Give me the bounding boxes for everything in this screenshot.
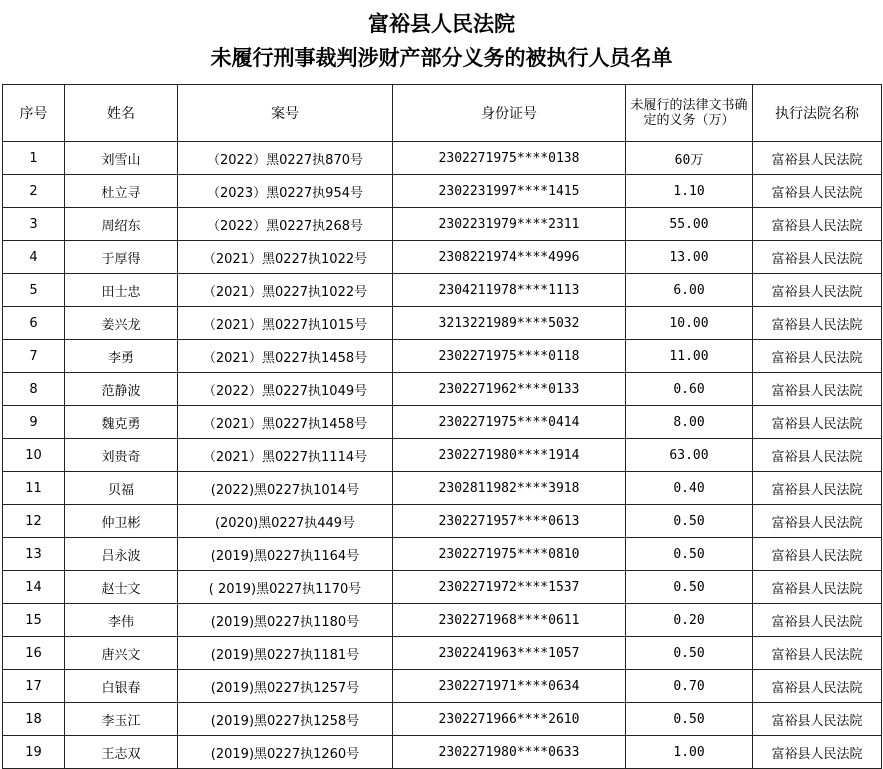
cell-court[interactable]: 富裕县人民法院 bbox=[753, 340, 882, 373]
cell-amount[interactable]: 0.40 bbox=[626, 472, 753, 505]
cell-court[interactable]: 富裕县人民法院 bbox=[753, 736, 882, 769]
cell-court[interactable]: 富裕县人民法院 bbox=[753, 604, 882, 637]
cell-id-number[interactable]: 2302271975****0138 bbox=[393, 142, 626, 175]
cell-name[interactable]: 杜立寻 bbox=[65, 175, 178, 208]
cell-case-number[interactable]: （2021）黑0227执1022号 bbox=[178, 241, 393, 274]
table-row bbox=[3, 175, 882, 208]
cell-court[interactable]: 富裕县人民法院 bbox=[753, 538, 882, 571]
col-header-case[interactable]: 案号 bbox=[178, 85, 393, 142]
table-row bbox=[3, 670, 882, 703]
cell-name[interactable]: 仲卫彬 bbox=[65, 505, 178, 538]
table-row bbox=[3, 307, 882, 340]
cell-seq[interactable]: 12 bbox=[3, 505, 65, 538]
cell-id-number[interactable]: 2304211978****1113 bbox=[393, 274, 626, 307]
cell-name[interactable]: 魏克勇 bbox=[65, 406, 178, 439]
cell-amount[interactable]: 11.00 bbox=[626, 340, 753, 373]
cell-case-number[interactable]: （2021）黑0227执1458号 bbox=[178, 340, 393, 373]
executee-table bbox=[2, 84, 882, 769]
cell-seq[interactable]: 18 bbox=[3, 703, 65, 736]
cell-court[interactable]: 富裕县人民法院 bbox=[753, 703, 882, 736]
cell-amount[interactable]: 10.00 bbox=[626, 307, 753, 340]
table-row bbox=[3, 703, 882, 736]
cell-name[interactable]: 范静波 bbox=[65, 373, 178, 406]
table-row bbox=[3, 406, 882, 439]
cell-name[interactable]: 李勇 bbox=[65, 340, 178, 373]
cell-court[interactable]: 富裕县人民法院 bbox=[753, 142, 882, 175]
cell-case-number[interactable]: （2021）黑0227执1015号 bbox=[178, 307, 393, 340]
cell-amount[interactable]: 0.50 bbox=[626, 571, 753, 604]
cell-seq[interactable]: 19 bbox=[3, 736, 65, 769]
table-row bbox=[3, 241, 882, 274]
cell-id-number[interactable]: 3213221989****5032 bbox=[393, 307, 626, 340]
cell-name[interactable]: 田士忠 bbox=[65, 274, 178, 307]
cell-id-number[interactable]: 2302811982****3918 bbox=[393, 472, 626, 505]
cell-court[interactable]: 富裕县人民法院 bbox=[753, 406, 882, 439]
cell-amount[interactable]: 0.50 bbox=[626, 637, 753, 670]
cell-case-number[interactable]: （2021）黑0227执1022号 bbox=[178, 274, 393, 307]
cell-court[interactable]: 富裕县人民法院 bbox=[753, 307, 882, 340]
cell-amount[interactable]: 0.50 bbox=[626, 505, 753, 538]
cell-seq[interactable]: 4 bbox=[3, 241, 65, 274]
cell-seq[interactable]: 2 bbox=[3, 175, 65, 208]
cell-court[interactable]: 富裕县人民法院 bbox=[753, 505, 882, 538]
cell-seq[interactable]: 13 bbox=[3, 538, 65, 571]
cell-seq[interactable]: 11 bbox=[3, 472, 65, 505]
cell-amount[interactable]: 0.50 bbox=[626, 703, 753, 736]
cell-seq[interactable]: 8 bbox=[3, 373, 65, 406]
cell-amount[interactable]: 6.00 bbox=[626, 274, 753, 307]
cell-case-number[interactable]: (2020)黑0227执449号 bbox=[178, 505, 393, 538]
cell-case-number[interactable]: (2019)黑0227执1180号 bbox=[178, 604, 393, 637]
cell-name[interactable]: 吕永波 bbox=[65, 538, 178, 571]
cell-id-number[interactable]: 2302271962****0133 bbox=[393, 373, 626, 406]
cell-id-number[interactable]: 2302271972****1537 bbox=[393, 571, 626, 604]
cell-seq[interactable]: 14 bbox=[3, 571, 65, 604]
cell-seq[interactable]: 9 bbox=[3, 406, 65, 439]
cell-amount[interactable]: 8.00 bbox=[626, 406, 753, 439]
table-row bbox=[3, 208, 882, 241]
table-row bbox=[3, 538, 882, 571]
cell-amount[interactable]: 0.70 bbox=[626, 670, 753, 703]
cell-amount[interactable]: 63.00 bbox=[626, 439, 753, 472]
cell-id-number[interactable]: 2302271971****0634 bbox=[393, 670, 626, 703]
cell-name[interactable]: 周绍东 bbox=[65, 208, 178, 241]
cell-id-number[interactable]: 2308221974****4996 bbox=[393, 241, 626, 274]
title-court-name: 富裕县人民法院 bbox=[368, 11, 515, 36]
cell-case-number[interactable]: (2019)黑0227执1181号 bbox=[178, 637, 393, 670]
cell-id-number[interactable]: 2302241963****1057 bbox=[393, 637, 626, 670]
cell-case-number[interactable]: (2019)黑0227执1260号 bbox=[178, 736, 393, 769]
cell-id-number[interactable]: 2302231997****1415 bbox=[393, 175, 626, 208]
cell-id-number[interactable]: 2302271957****0613 bbox=[393, 505, 626, 538]
cell-id-number[interactable]: 2302231979****2311 bbox=[393, 208, 626, 241]
col-header-name[interactable]: 姓名 bbox=[65, 85, 178, 142]
cell-name[interactable]: 唐兴文 bbox=[65, 637, 178, 670]
table-row bbox=[3, 472, 882, 505]
cell-court[interactable]: 富裕县人民法院 bbox=[753, 208, 882, 241]
cell-amount[interactable]: 0.50 bbox=[626, 538, 753, 571]
cell-amount[interactable]: 60万 bbox=[626, 142, 753, 175]
cell-name[interactable]: 王志双 bbox=[65, 736, 178, 769]
table-row bbox=[3, 340, 882, 373]
cell-name[interactable]: 李玉江 bbox=[65, 703, 178, 736]
cell-case-number[interactable]: （2022）黑0227执268号 bbox=[178, 208, 393, 241]
cell-court[interactable]: 富裕县人民法院 bbox=[753, 274, 882, 307]
cell-amount[interactable]: 1.00 bbox=[626, 736, 753, 769]
cell-case-number[interactable]: （2022）黑0227执1049号 bbox=[178, 373, 393, 406]
table-row bbox=[3, 637, 882, 670]
cell-name[interactable]: 贝福 bbox=[65, 472, 178, 505]
cell-seq[interactable]: 16 bbox=[3, 637, 65, 670]
col-header-court[interactable]: 执行法院名称 bbox=[753, 85, 882, 142]
cell-court[interactable]: 富裕县人民法院 bbox=[753, 571, 882, 604]
cell-name[interactable]: 白银春 bbox=[65, 670, 178, 703]
header-row bbox=[3, 85, 882, 142]
cell-court[interactable]: 富裕县人民法院 bbox=[753, 175, 882, 208]
cell-case-number[interactable]: ( 2019)黑0227执1170号 bbox=[178, 571, 393, 604]
cell-case-number[interactable]: (2022)黑0227执1014号 bbox=[178, 472, 393, 505]
cell-court[interactable]: 富裕县人民法院 bbox=[753, 670, 882, 703]
cell-id-number[interactable]: 2302271980****0633 bbox=[393, 736, 626, 769]
cell-amount[interactable]: 13.00 bbox=[626, 241, 753, 274]
cell-id-number[interactable]: 2302271968****0611 bbox=[393, 604, 626, 637]
table-row bbox=[3, 736, 882, 769]
cell-seq[interactable]: 6 bbox=[3, 307, 65, 340]
cell-case-number[interactable]: (2019)黑0227执1164号 bbox=[178, 538, 393, 571]
table-row bbox=[3, 142, 882, 175]
cell-id-number[interactable]: 2302271975****0118 bbox=[393, 340, 626, 373]
cell-amount[interactable]: 55.00 bbox=[626, 208, 753, 241]
cell-court[interactable]: 富裕县人民法院 bbox=[753, 241, 882, 274]
cell-seq[interactable]: 10 bbox=[3, 439, 65, 472]
cell-id-number[interactable]: 2302271980****1914 bbox=[393, 439, 626, 472]
cell-case-number[interactable]: （2023）黑0227执954号 bbox=[178, 175, 393, 208]
cell-id-number[interactable]: 2302271975****0810 bbox=[393, 538, 626, 571]
cell-case-number[interactable]: （2022）黑0227执870号 bbox=[178, 142, 393, 175]
cell-amount[interactable]: 0.60 bbox=[626, 373, 753, 406]
cell-case-number[interactable]: (2019)黑0227执1258号 bbox=[178, 703, 393, 736]
cell-name[interactable]: 于厚得 bbox=[65, 241, 178, 274]
cell-name[interactable]: 李伟 bbox=[65, 604, 178, 637]
cell-court[interactable]: 富裕县人民法院 bbox=[753, 439, 882, 472]
cell-court[interactable]: 富裕县人民法院 bbox=[753, 472, 882, 505]
cell-court[interactable]: 富裕县人民法院 bbox=[753, 373, 882, 406]
col-header-id[interactable]: 身份证号 bbox=[393, 85, 626, 142]
cell-amount[interactable]: 1.10 bbox=[626, 175, 753, 208]
cell-id-number[interactable]: 2302271975****0414 bbox=[393, 406, 626, 439]
col-header-seq[interactable]: 序号 bbox=[3, 85, 65, 142]
table-body bbox=[3, 142, 882, 769]
cell-seq[interactable]: 17 bbox=[3, 670, 65, 703]
table-row bbox=[3, 571, 882, 604]
cell-id-number[interactable]: 2302271966****2610 bbox=[393, 703, 626, 736]
table-row bbox=[3, 439, 882, 472]
document-title bbox=[0, 0, 883, 84]
cell-name[interactable]: 刘贵奇 bbox=[65, 439, 178, 472]
cell-seq[interactable]: 3 bbox=[3, 208, 65, 241]
cell-seq[interactable]: 1 bbox=[3, 142, 65, 175]
table-row bbox=[3, 604, 882, 637]
cell-name[interactable]: 刘雪山 bbox=[65, 142, 178, 175]
table-row bbox=[3, 274, 882, 307]
cell-name[interactable]: 赵士文 bbox=[65, 571, 178, 604]
cell-amount[interactable]: 0.20 bbox=[626, 604, 753, 637]
cell-court[interactable]: 富裕县人民法院 bbox=[753, 637, 882, 670]
cell-seq[interactable]: 5 bbox=[3, 274, 65, 307]
col-header-amount[interactable]: 未履行的法律文书确定的义务（万） bbox=[626, 85, 753, 142]
cell-seq[interactable]: 7 bbox=[3, 340, 65, 373]
table-row bbox=[3, 505, 882, 538]
cell-case-number[interactable]: (2019)黑0227执1257号 bbox=[178, 670, 393, 703]
cell-name[interactable]: 姜兴龙 bbox=[65, 307, 178, 340]
title-list-name: 未履行刑事裁判涉财产部分义务的被执行人员名单 bbox=[210, 45, 673, 70]
table-row bbox=[3, 373, 882, 406]
cell-seq[interactable]: 15 bbox=[3, 604, 65, 637]
cell-case-number[interactable]: （2021）黑0227执1458号 bbox=[178, 406, 393, 439]
cell-case-number[interactable]: （2021）黑0227执1114号 bbox=[178, 439, 393, 472]
